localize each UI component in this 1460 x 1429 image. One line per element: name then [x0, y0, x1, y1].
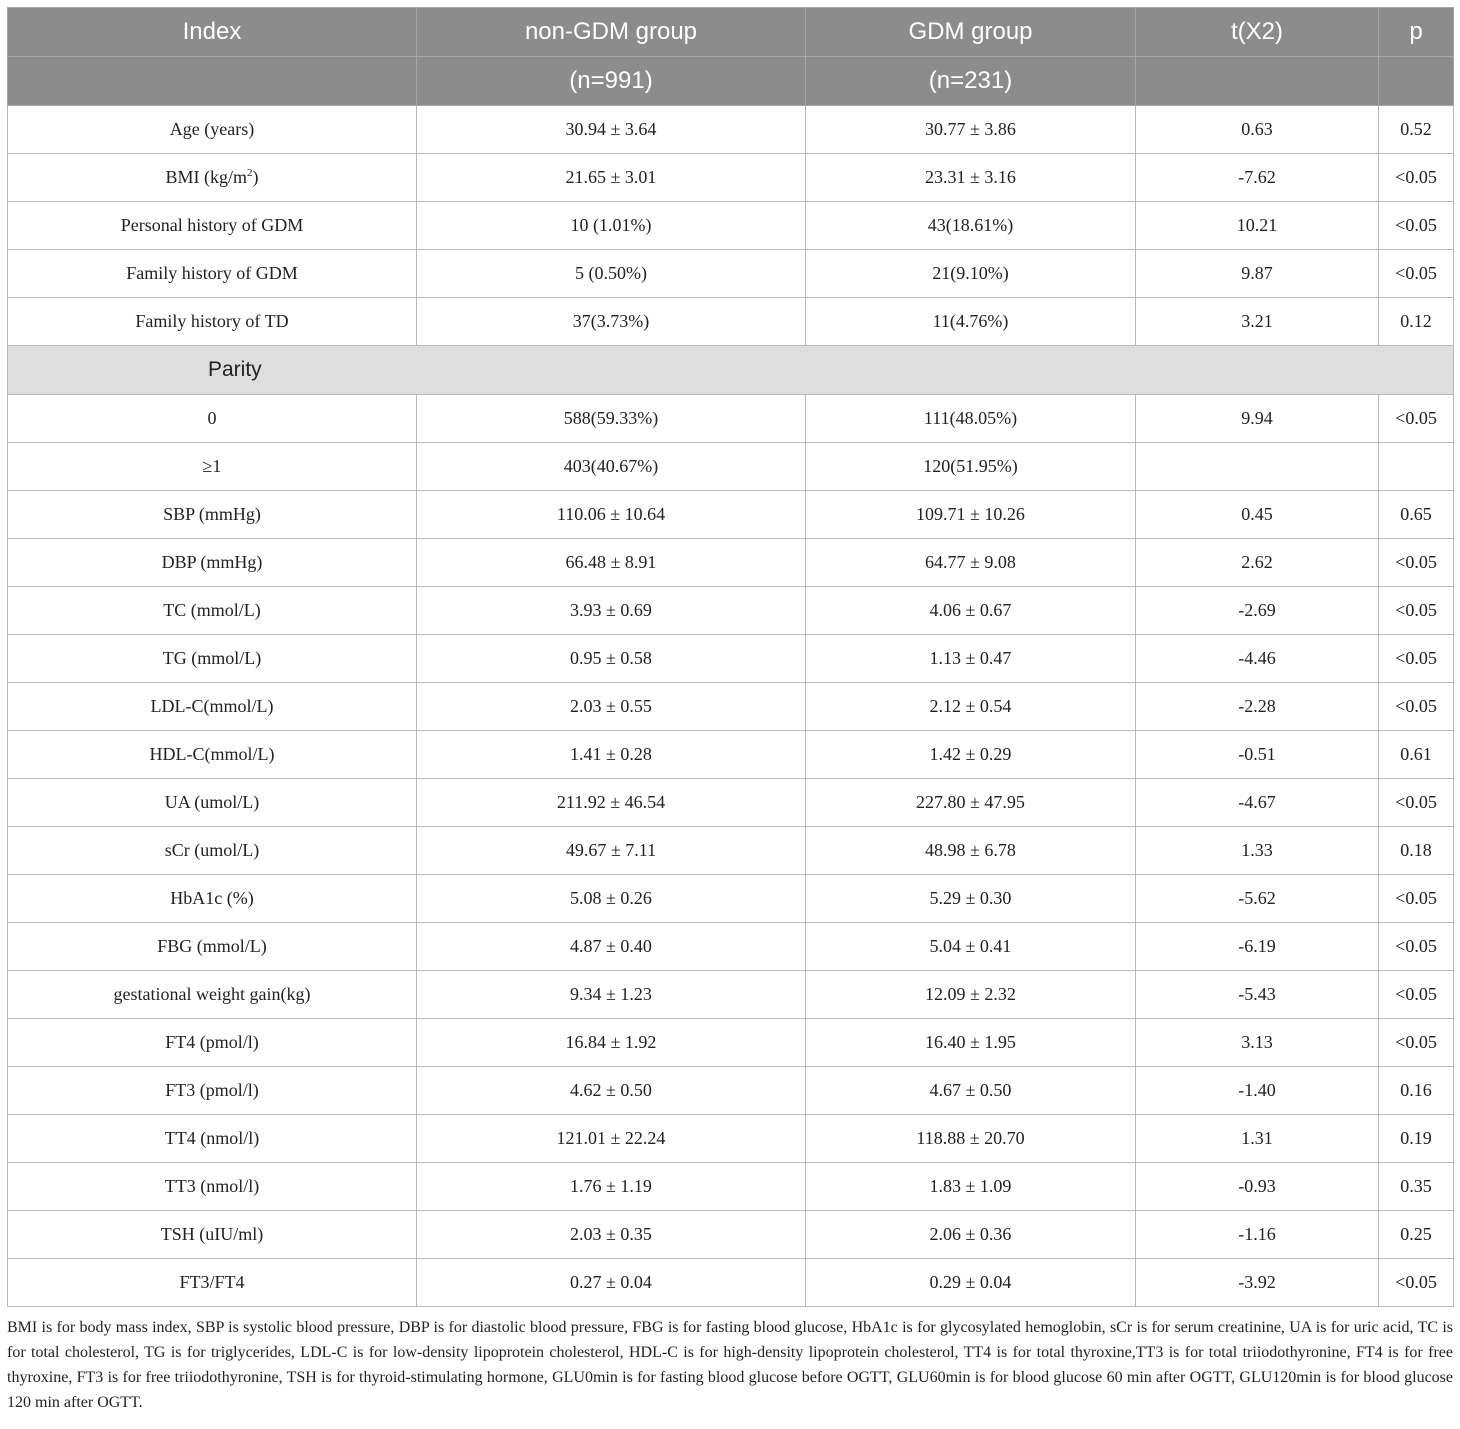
row-p: <0.05 [1379, 1019, 1454, 1067]
row-p: 0.12 [1379, 298, 1454, 346]
row-p: <0.05 [1379, 923, 1454, 971]
row-t: 0.63 [1136, 106, 1379, 154]
row-gdm: 43(18.61%) [806, 202, 1136, 250]
row-gdm: 5.29 ± 0.30 [806, 875, 1136, 923]
row-gdm: 227.80 ± 47.95 [806, 779, 1136, 827]
row-p: <0.05 [1379, 539, 1454, 587]
row-index: gestational weight gain(kg) [8, 971, 417, 1019]
section-row-parity [8, 346, 1454, 395]
row-gdm: 23.31 ± 3.16 [806, 154, 1136, 202]
row-p: 0.35 [1379, 1163, 1454, 1211]
row-index: SBP (mmHg) [8, 491, 417, 539]
row-non-gdm: 121.01 ± 22.24 [417, 1115, 806, 1163]
row-t: -1.16 [1136, 1211, 1379, 1259]
row-non-gdm: 1.76 ± 1.19 [417, 1163, 806, 1211]
row-p: <0.05 [1379, 779, 1454, 827]
table-row [8, 683, 1454, 731]
header-gdm: GDM group [806, 8, 1136, 57]
row-gdm: 64.77 ± 9.08 [806, 539, 1136, 587]
table-container [7, 7, 1453, 1415]
row-index: HDL-C(mmol/L) [8, 731, 417, 779]
table-row [8, 395, 1454, 443]
row-p: <0.05 [1379, 683, 1454, 731]
row-t [1136, 443, 1379, 491]
row-gdm: 1.83 ± 1.09 [806, 1163, 1136, 1211]
table-row [8, 635, 1454, 683]
table-row [8, 1115, 1454, 1163]
table-row [8, 491, 1454, 539]
row-index: TC (mmol/L) [8, 587, 417, 635]
table-row [8, 154, 1454, 202]
row-t: 9.87 [1136, 250, 1379, 298]
table-row [8, 1163, 1454, 1211]
row-index: Family history of GDM [8, 250, 417, 298]
row-gdm: 2.06 ± 0.36 [806, 1211, 1136, 1259]
row-p: 0.25 [1379, 1211, 1454, 1259]
row-t: 3.13 [1136, 1019, 1379, 1067]
row-p: <0.05 [1379, 971, 1454, 1019]
row-index: FT4 (pmol/l) [8, 1019, 417, 1067]
row-index: DBP (mmHg) [8, 539, 417, 587]
row-p: <0.05 [1379, 154, 1454, 202]
row-non-gdm: 4.62 ± 0.50 [417, 1067, 806, 1115]
header-t: t(X2) [1136, 8, 1379, 57]
header-row-1 [8, 8, 1454, 57]
header-t-sub [1136, 57, 1379, 106]
table-row [8, 779, 1454, 827]
row-t: -4.67 [1136, 779, 1379, 827]
row-t: -1.40 [1136, 1067, 1379, 1115]
row-gdm: 109.71 ± 10.26 [806, 491, 1136, 539]
table-row [8, 827, 1454, 875]
row-index-text: BMI (kg/m [165, 167, 247, 187]
row-non-gdm: 9.34 ± 1.23 [417, 971, 806, 1019]
row-p: <0.05 [1379, 202, 1454, 250]
row-gdm: 4.06 ± 0.67 [806, 587, 1136, 635]
row-index: Personal history of GDM [8, 202, 417, 250]
row-index: UA (umol/L) [8, 779, 417, 827]
row-non-gdm: 0.27 ± 0.04 [417, 1259, 806, 1307]
row-p: <0.05 [1379, 635, 1454, 683]
row-non-gdm: 1.41 ± 0.28 [417, 731, 806, 779]
row-non-gdm: 2.03 ± 0.55 [417, 683, 806, 731]
row-t: -6.19 [1136, 923, 1379, 971]
row-t: 1.33 [1136, 827, 1379, 875]
row-index: HbA1c (%) [8, 875, 417, 923]
row-gdm: 120(51.95%) [806, 443, 1136, 491]
row-gdm: 16.40 ± 1.95 [806, 1019, 1136, 1067]
row-non-gdm: 110.06 ± 10.64 [417, 491, 806, 539]
row-non-gdm: 37(3.73%) [417, 298, 806, 346]
row-index: Age (years) [8, 106, 417, 154]
row-t: -7.62 [1136, 154, 1379, 202]
row-p: <0.05 [1379, 875, 1454, 923]
row-p: <0.05 [1379, 587, 1454, 635]
header-index: Index [8, 8, 417, 57]
table-row [8, 587, 1454, 635]
table-row [8, 1211, 1454, 1259]
row-gdm: 1.13 ± 0.47 [806, 635, 1136, 683]
row-non-gdm: 16.84 ± 1.92 [417, 1019, 806, 1067]
table-header [8, 8, 1454, 106]
row-non-gdm: 588(59.33%) [417, 395, 806, 443]
table-row [8, 1259, 1454, 1307]
row-index: LDL-C(mmol/L) [8, 683, 417, 731]
row-index: sCr (umol/L) [8, 827, 417, 875]
row-index: TT3 (nmol/l) [8, 1163, 417, 1211]
row-p: <0.05 [1379, 1259, 1454, 1307]
row-non-gdm: 21.65 ± 3.01 [417, 154, 806, 202]
table-footnote: BMI is for body mass index, SBP is systolic blood pressure, DBP is for diastolic blood pressure, FBG is for fasting blood glucose, HbA1c is for glycosylated hemoglobin, sCr is for serum creatinine, UA is for uric acid, TC is for total cholesterol, TG is for triglycerides, LDL-C is for low-density lipoprotein cholesterol, HDL-C is for high-density lipoprotein cholesterol, TT4 is for total thyroxine,TT3 is for total triiodothyronine, FT4 is for free thyroxine, FT3 is for free triiodothyronine, TSH is for thyroid-stimulating hormone, GLU0min is for fasting blood glucose before OGTT, GLU60min is for blood glucose 60 min after OGTT, GLU120min is for blood glucose 120 min after OGTT. [7, 1319, 1453, 1411]
table-row [8, 106, 1454, 154]
row-index [8, 154, 417, 202]
row-t: 9.94 [1136, 395, 1379, 443]
row-gdm: 5.04 ± 0.41 [806, 923, 1136, 971]
table-row [8, 539, 1454, 587]
row-index: FT3 (pmol/l) [8, 1067, 417, 1115]
row-p: 0.16 [1379, 1067, 1454, 1115]
row-gdm: 118.88 ± 20.70 [806, 1115, 1136, 1163]
table-row [8, 875, 1454, 923]
table-row [8, 202, 1454, 250]
row-gdm: 4.67 ± 0.50 [806, 1067, 1136, 1115]
row-gdm: 11(4.76%) [806, 298, 1136, 346]
row-p: 0.61 [1379, 731, 1454, 779]
row-t: -2.69 [1136, 587, 1379, 635]
row-t: -5.43 [1136, 971, 1379, 1019]
row-non-gdm: 0.95 ± 0.58 [417, 635, 806, 683]
table-row [8, 298, 1454, 346]
row-p: 0.18 [1379, 827, 1454, 875]
row-non-gdm: 3.93 ± 0.69 [417, 587, 806, 635]
row-t: -3.92 [1136, 1259, 1379, 1307]
row-index: Family history of TD [8, 298, 417, 346]
row-p: 0.52 [1379, 106, 1454, 154]
row-p: 0.19 [1379, 1115, 1454, 1163]
row-p: <0.05 [1379, 395, 1454, 443]
row-gdm: 0.29 ± 0.04 [806, 1259, 1136, 1307]
row-p: <0.05 [1379, 250, 1454, 298]
row-t: -5.62 [1136, 875, 1379, 923]
table-row [8, 1019, 1454, 1067]
row-p: 0.65 [1379, 491, 1454, 539]
row-index: TT4 (nmol/l) [8, 1115, 417, 1163]
header-index-sub [8, 57, 417, 106]
row-gdm: 48.98 ± 6.78 [806, 827, 1136, 875]
row-index: TG (mmol/L) [8, 635, 417, 683]
row-gdm: 2.12 ± 0.54 [806, 683, 1136, 731]
section-label: Parity [8, 346, 1454, 395]
row-non-gdm: 2.03 ± 0.35 [417, 1211, 806, 1259]
row-t: -0.51 [1136, 731, 1379, 779]
row-non-gdm: 10 (1.01%) [417, 202, 806, 250]
table-row [8, 1067, 1454, 1115]
row-non-gdm: 5.08 ± 0.26 [417, 875, 806, 923]
row-index: TSH (uIU/ml) [8, 1211, 417, 1259]
row-non-gdm: 4.87 ± 0.40 [417, 923, 806, 971]
header-non-gdm-n: (n=991) [417, 57, 806, 106]
row-index: ≥1 [8, 443, 417, 491]
row-gdm: 21(9.10%) [806, 250, 1136, 298]
header-p-sub [1379, 57, 1454, 106]
table-row [8, 250, 1454, 298]
table-body [8, 106, 1454, 1307]
header-p: p [1379, 8, 1454, 57]
row-index: FT3/FT4 [8, 1259, 417, 1307]
row-t: -0.93 [1136, 1163, 1379, 1211]
row-non-gdm: 49.67 ± 7.11 [417, 827, 806, 875]
row-gdm: 111(48.05%) [806, 395, 1136, 443]
row-t: 2.62 [1136, 539, 1379, 587]
row-non-gdm: 403(40.67%) [417, 443, 806, 491]
header-gdm-n: (n=231) [806, 57, 1136, 106]
row-gdm: 1.42 ± 0.29 [806, 731, 1136, 779]
row-index-suffix: ) [252, 167, 259, 187]
row-t: -4.46 [1136, 635, 1379, 683]
data-table [7, 7, 1454, 1307]
row-non-gdm: 211.92 ± 46.54 [417, 779, 806, 827]
row-t: 1.31 [1136, 1115, 1379, 1163]
row-gdm: 12.09 ± 2.32 [806, 971, 1136, 1019]
row-gdm: 30.77 ± 3.86 [806, 106, 1136, 154]
row-t: -2.28 [1136, 683, 1379, 731]
row-p [1379, 443, 1454, 491]
row-t: 0.45 [1136, 491, 1379, 539]
row-non-gdm: 5 (0.50%) [417, 250, 806, 298]
table-row [8, 731, 1454, 779]
row-t: 3.21 [1136, 298, 1379, 346]
header-row-2 [8, 57, 1454, 106]
table-row [8, 443, 1454, 491]
row-non-gdm: 66.48 ± 8.91 [417, 539, 806, 587]
table-row [8, 971, 1454, 1019]
header-non-gdm: non-GDM group [417, 8, 806, 57]
row-index: FBG (mmol/L) [8, 923, 417, 971]
table-row [8, 923, 1454, 971]
row-non-gdm: 30.94 ± 3.64 [417, 106, 806, 154]
row-index: 0 [8, 395, 417, 443]
row-t: 10.21 [1136, 202, 1379, 250]
row-index-superscript: 2 [247, 167, 253, 179]
